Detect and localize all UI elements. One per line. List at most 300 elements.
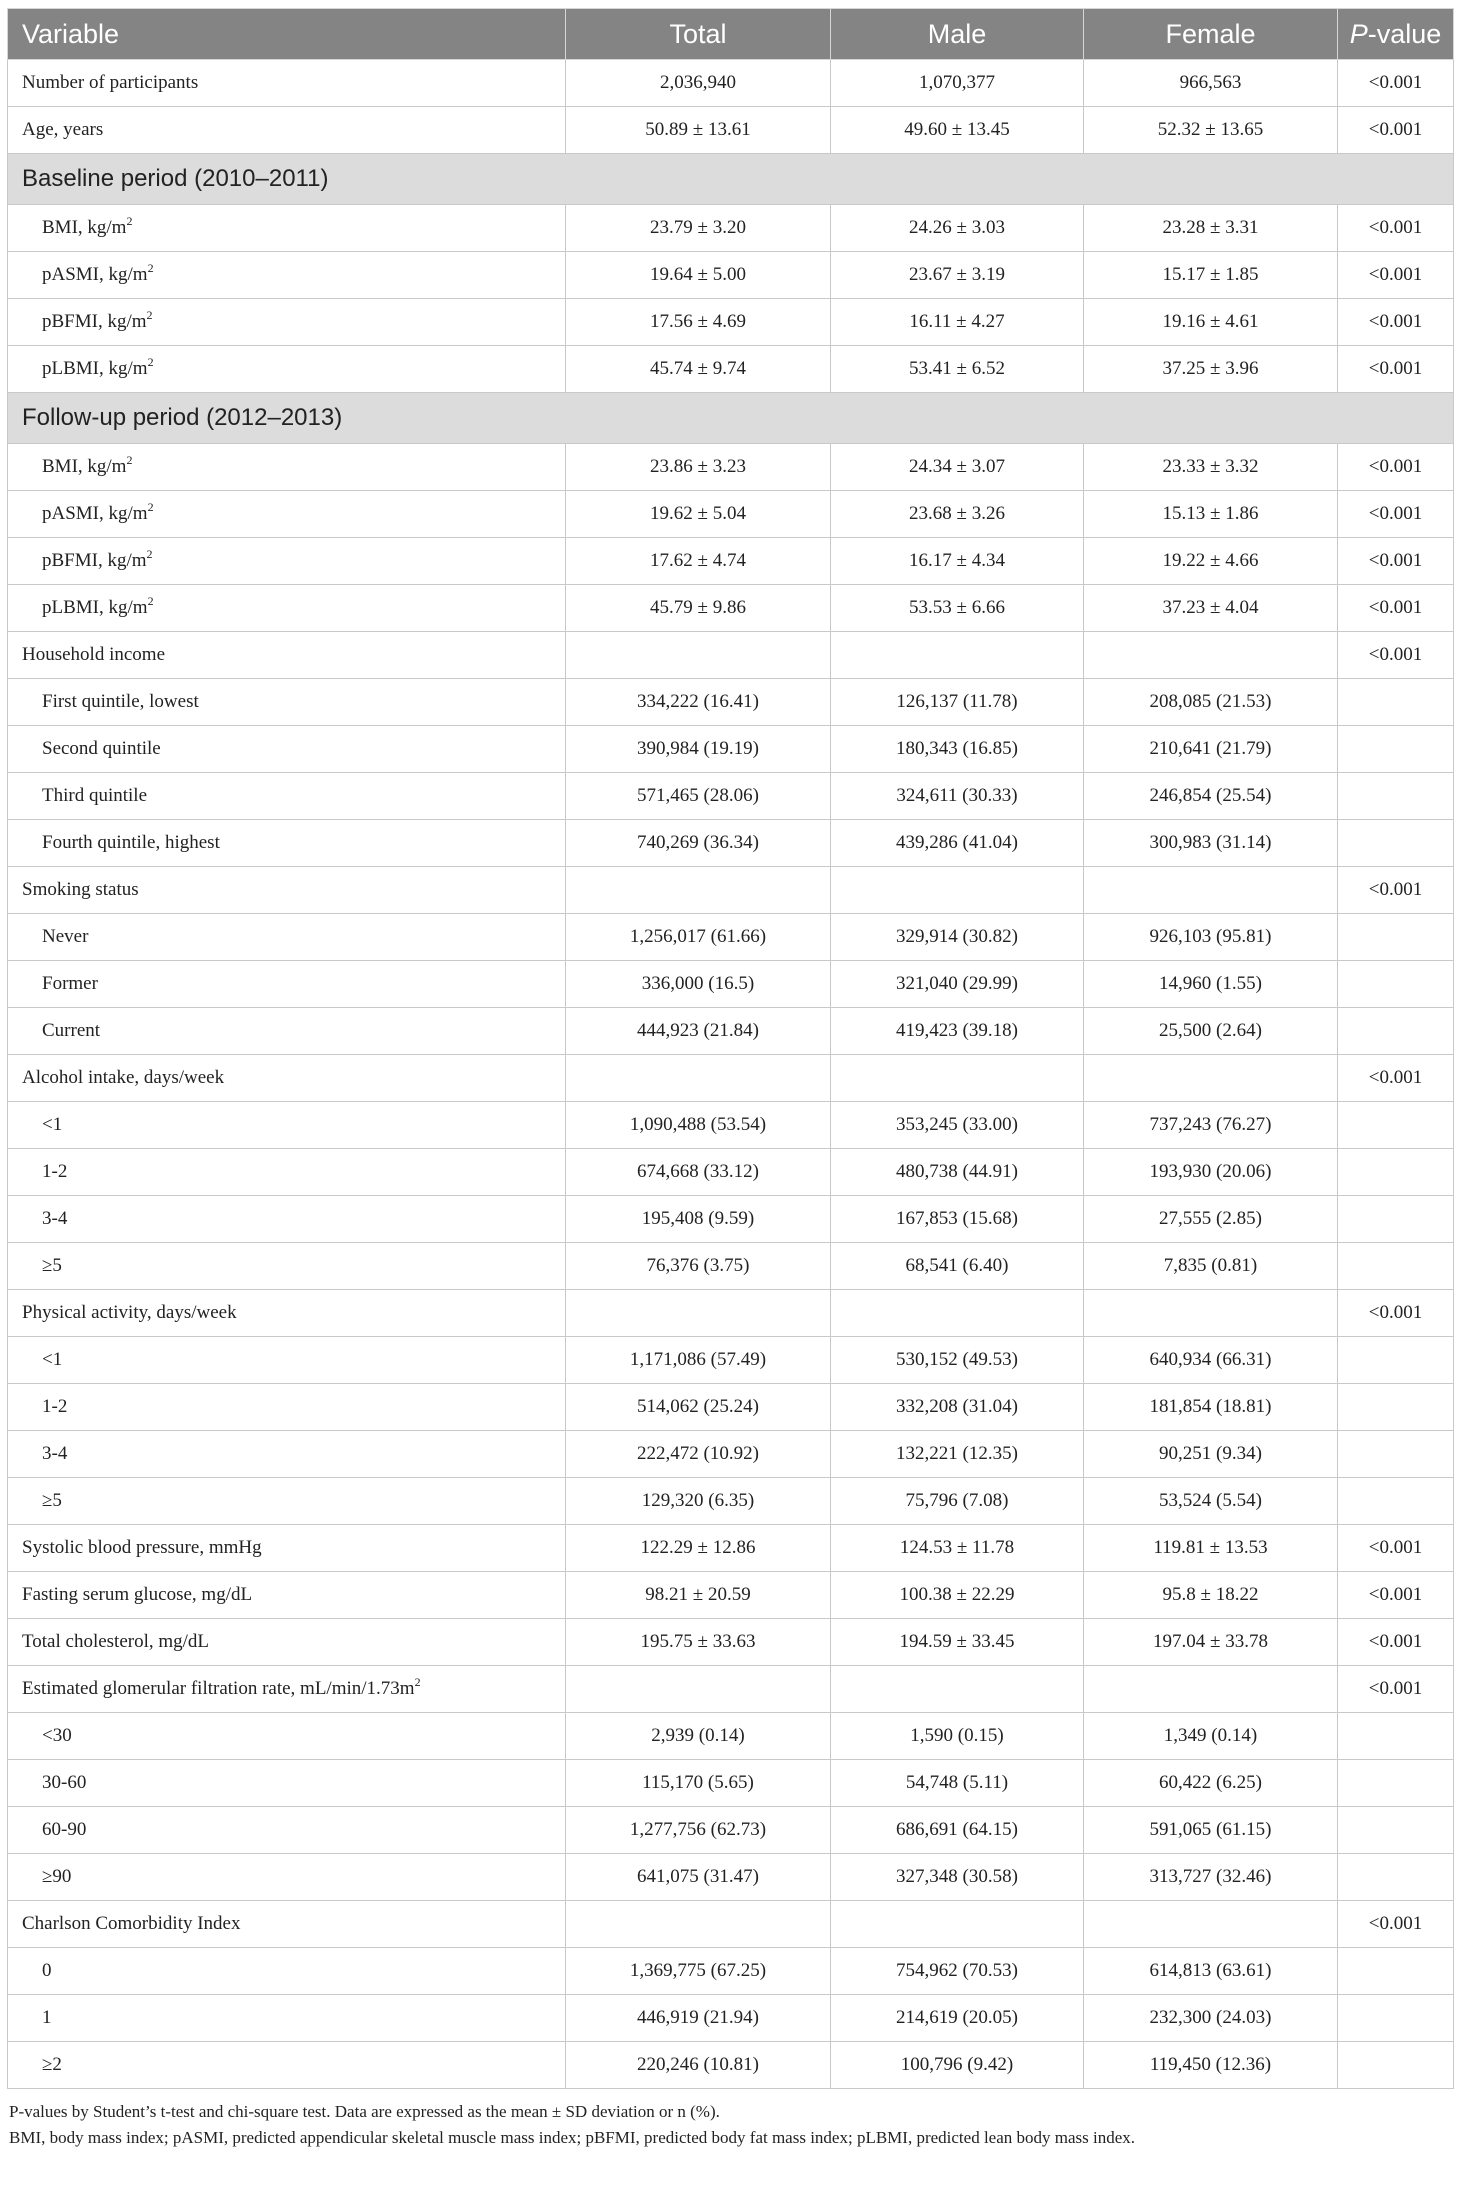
- variable-label: 1-2: [42, 1396, 68, 1417]
- total-cell: [566, 1666, 831, 1713]
- p-value-cell: [1338, 726, 1454, 773]
- female-cell: 53,524 (5.54): [1084, 1478, 1338, 1525]
- unit-exponent: 2: [126, 453, 133, 467]
- total-cell: 2,939 (0.14): [566, 1713, 831, 1760]
- variable-cell: [8, 1619, 566, 1666]
- variable-label: pBFMI, kg/m: [42, 550, 147, 571]
- female-cell: 208,085 (21.53): [1084, 679, 1338, 726]
- total-cell: 641,075 (31.47): [566, 1854, 831, 1901]
- table-row: [8, 1243, 1454, 1290]
- p-value-cell: [1338, 1196, 1454, 1243]
- p-value-cell: <0.001: [1338, 1619, 1454, 1666]
- variable-label: 30-60: [42, 1772, 87, 1793]
- p-value-cell: [1338, 820, 1454, 867]
- variable-cell: [8, 444, 566, 491]
- variable-label: 0: [42, 1960, 52, 1981]
- table-row: [8, 1666, 1454, 1713]
- variable-label: BMI, kg/m: [42, 217, 127, 238]
- table-row: [8, 1196, 1454, 1243]
- variable-label: Fourth quintile, highest: [42, 832, 220, 853]
- characteristics-table: [7, 8, 1454, 2089]
- female-cell: 300,983 (31.14): [1084, 820, 1338, 867]
- header-p-value-text: P: [1349, 18, 1368, 49]
- male-cell: 419,423 (39.18): [831, 1008, 1084, 1055]
- variable-label: ≥5: [42, 1490, 62, 1511]
- p-value-cell: [1338, 1149, 1454, 1196]
- p-value-cell: <0.001: [1338, 60, 1454, 107]
- total-cell: 23.79 ± 3.20: [566, 205, 831, 252]
- female-cell: 966,563: [1084, 60, 1338, 107]
- female-cell: 95.8 ± 18.22: [1084, 1572, 1338, 1619]
- variable-label: <30: [42, 1725, 72, 1746]
- male-cell: 54,748 (5.11): [831, 1760, 1084, 1807]
- male-cell: 332,208 (31.04): [831, 1384, 1084, 1431]
- variable-cell: [8, 1995, 566, 2042]
- p-value-cell: [1338, 1243, 1454, 1290]
- p-value-cell: <0.001: [1338, 252, 1454, 299]
- p-value-cell: <0.001: [1338, 1666, 1454, 1713]
- male-cell: 23.68 ± 3.26: [831, 491, 1084, 538]
- female-cell: 25,500 (2.64): [1084, 1008, 1338, 1055]
- header-male: Male: [831, 9, 1084, 60]
- variable-label: First quintile, lowest: [42, 691, 199, 712]
- variable-cell: [8, 1055, 566, 1102]
- female-cell: 23.33 ± 3.32: [1084, 444, 1338, 491]
- p-value-cell: [1338, 1854, 1454, 1901]
- female-cell: 591,065 (61.15): [1084, 1807, 1338, 1854]
- female-cell: 232,300 (24.03): [1084, 1995, 1338, 2042]
- variable-label: 3-4: [42, 1208, 68, 1229]
- male-cell: 23.67 ± 3.19: [831, 252, 1084, 299]
- p-value-cell: [1338, 1948, 1454, 1995]
- p-value-cell: [1338, 1760, 1454, 1807]
- variable-cell: [8, 1384, 566, 1431]
- variable-cell: [8, 961, 566, 1008]
- table-row: [8, 491, 1454, 538]
- table-row: [8, 2042, 1454, 2089]
- table-row: [8, 60, 1454, 107]
- male-cell: 100.38 ± 22.29: [831, 1572, 1084, 1619]
- table-row: [8, 1384, 1454, 1431]
- total-cell: 1,256,017 (61.66): [566, 914, 831, 961]
- female-cell: 246,854 (25.54): [1084, 773, 1338, 820]
- female-cell: 37.23 ± 4.04: [1084, 585, 1338, 632]
- p-value-cell: <0.001: [1338, 1055, 1454, 1102]
- table-row: [8, 1901, 1454, 1948]
- p-value-cell: [1338, 1807, 1454, 1854]
- unit-exponent: 2: [126, 214, 133, 228]
- unit-exponent: 2: [414, 1675, 421, 1689]
- variable-cell: [8, 538, 566, 585]
- table-row: [8, 867, 1454, 914]
- table-header: [8, 9, 1454, 60]
- total-cell: 17.62 ± 4.74: [566, 538, 831, 585]
- variable-cell: [8, 914, 566, 961]
- variable-cell: [8, 585, 566, 632]
- male-cell: 132,221 (12.35): [831, 1431, 1084, 1478]
- p-value-cell: [1338, 914, 1454, 961]
- table-body: [8, 60, 1454, 2089]
- table-row: [8, 1102, 1454, 1149]
- male-cell: 124.53 ± 11.78: [831, 1525, 1084, 1572]
- variable-label: pASMI, kg/m: [42, 264, 148, 285]
- female-cell: 313,727 (32.46): [1084, 1854, 1338, 1901]
- female-cell: 60,422 (6.25): [1084, 1760, 1338, 1807]
- table-row: [8, 1713, 1454, 1760]
- table-row: [8, 1572, 1454, 1619]
- table-row: [8, 1431, 1454, 1478]
- variable-label: Number of participants: [22, 72, 199, 93]
- variable-cell: [8, 346, 566, 393]
- variable-cell: [8, 205, 566, 252]
- total-cell: 76,376 (3.75): [566, 1243, 831, 1290]
- p-value-cell: [1338, 1713, 1454, 1760]
- footnotes: [7, 2099, 1453, 2151]
- table-row: [8, 773, 1454, 820]
- footnote-statistics: P-values by Student’s t-test and chi-square test. Data are expressed as the mean ± SD deviation or n (%).: [9, 2102, 720, 2121]
- variable-label: Charlson Comorbidity Index: [22, 1913, 241, 1934]
- male-cell: 16.17 ± 4.34: [831, 538, 1084, 585]
- variable-label: Alcohol intake, days/week: [22, 1067, 225, 1088]
- variable-cell: [8, 679, 566, 726]
- unit-exponent: 2: [147, 261, 154, 275]
- variable-cell: [8, 1149, 566, 1196]
- variable-label: pBFMI, kg/m: [42, 311, 147, 332]
- total-cell: [566, 1290, 831, 1337]
- variable-label: Systolic blood pressure, mmHg: [22, 1537, 262, 1558]
- p-value-cell: <0.001: [1338, 538, 1454, 585]
- variable-label: Current: [42, 1020, 101, 1041]
- unit-exponent: 2: [147, 500, 154, 514]
- variable-cell: [8, 867, 566, 914]
- variable-cell: [8, 1290, 566, 1337]
- variable-label: Household income: [22, 644, 166, 665]
- total-cell: 1,369,775 (67.25): [566, 1948, 831, 1995]
- table-row: [8, 205, 1454, 252]
- variable-cell: [8, 1713, 566, 1760]
- variable-label: 60-90: [42, 1819, 87, 1840]
- total-cell: 444,923 (21.84): [566, 1008, 831, 1055]
- variable-label: ≥90: [42, 1866, 72, 1887]
- table-row: [8, 1619, 1454, 1666]
- male-cell: 329,914 (30.82): [831, 914, 1084, 961]
- header-row: [8, 9, 1454, 60]
- p-value-cell: <0.001: [1338, 585, 1454, 632]
- p-value-cell: [1338, 1337, 1454, 1384]
- total-cell: 446,919 (21.94): [566, 1995, 831, 2042]
- table-row: [8, 1995, 1454, 2042]
- total-cell: 115,170 (5.65): [566, 1760, 831, 1807]
- total-cell: 19.64 ± 5.00: [566, 252, 831, 299]
- p-value-cell: [1338, 1431, 1454, 1478]
- variable-label: Second quintile: [42, 738, 161, 759]
- female-cell: 640,934 (66.31): [1084, 1337, 1338, 1384]
- female-cell: 197.04 ± 33.78: [1084, 1619, 1338, 1666]
- total-cell: 674,668 (33.12): [566, 1149, 831, 1196]
- unit-exponent: 2: [146, 547, 153, 561]
- female-cell: 119,450 (12.36): [1084, 2042, 1338, 2089]
- variable-cell: [8, 1243, 566, 1290]
- table-row: [8, 820, 1454, 867]
- total-cell: 98.21 ± 20.59: [566, 1572, 831, 1619]
- male-cell: 49.60 ± 13.45: [831, 107, 1084, 154]
- table-row: [8, 632, 1454, 679]
- female-cell: 52.32 ± 13.65: [1084, 107, 1338, 154]
- male-cell: 180,343 (16.85): [831, 726, 1084, 773]
- total-cell: 129,320 (6.35): [566, 1478, 831, 1525]
- female-cell: 614,813 (63.61): [1084, 1948, 1338, 1995]
- male-cell: 214,619 (20.05): [831, 1995, 1084, 2042]
- male-cell: 75,796 (7.08): [831, 1478, 1084, 1525]
- footnote-abbreviations: BMI, body mass index; pASMI, predicted appendicular skeletal muscle mass index; pBFMI, predicted body fat mass index; pLBMI, predicted lean body mass index.: [9, 2128, 1136, 2147]
- p-value-cell: [1338, 679, 1454, 726]
- variable-label: Estimated glomerular filtration rate, mL/min/1.73m: [22, 1678, 415, 1699]
- table-row: [8, 1478, 1454, 1525]
- header-female: Female: [1084, 9, 1338, 60]
- male-cell: [831, 1055, 1084, 1102]
- total-cell: 222,472 (10.92): [566, 1431, 831, 1478]
- female-cell: 15.17 ± 1.85: [1084, 252, 1338, 299]
- variable-label: <1: [42, 1114, 63, 1135]
- female-cell: 926,103 (95.81): [1084, 914, 1338, 961]
- unit-exponent: 2: [147, 355, 154, 369]
- female-cell: 737,243 (76.27): [1084, 1102, 1338, 1149]
- header-p-value: P-value: [1338, 9, 1454, 60]
- variable-label: ≥2: [42, 2054, 62, 2075]
- total-cell: 122.29 ± 12.86: [566, 1525, 831, 1572]
- total-cell: 23.86 ± 3.23: [566, 444, 831, 491]
- p-value-cell: <0.001: [1338, 632, 1454, 679]
- female-cell: 193,930 (20.06): [1084, 1149, 1338, 1196]
- p-value-cell: [1338, 961, 1454, 1008]
- variable-cell: [8, 60, 566, 107]
- variable-label: Physical activity, days/week: [22, 1302, 237, 1323]
- total-cell: 19.62 ± 5.04: [566, 491, 831, 538]
- total-cell: 334,222 (16.41): [566, 679, 831, 726]
- table-row: [8, 299, 1454, 346]
- variable-label: pLBMI, kg/m: [42, 597, 148, 618]
- male-cell: 126,137 (11.78): [831, 679, 1084, 726]
- variable-cell: [8, 1196, 566, 1243]
- table-container: [7, 8, 1453, 2151]
- male-cell: 754,962 (70.53): [831, 1948, 1084, 1995]
- male-cell: 1,070,377: [831, 60, 1084, 107]
- total-cell: 740,269 (36.34): [566, 820, 831, 867]
- table-row: [8, 726, 1454, 773]
- male-cell: 327,348 (30.58): [831, 1854, 1084, 1901]
- total-cell: 17.56 ± 4.69: [566, 299, 831, 346]
- p-value-cell: [1338, 773, 1454, 820]
- variable-cell: [8, 1337, 566, 1384]
- variable-label: Former: [42, 973, 98, 994]
- total-cell: 514,062 (25.24): [566, 1384, 831, 1431]
- total-cell: 50.89 ± 13.61: [566, 107, 831, 154]
- variable-cell: [8, 1760, 566, 1807]
- total-cell: 390,984 (19.19): [566, 726, 831, 773]
- variable-label: Never: [42, 926, 89, 947]
- male-cell: 353,245 (33.00): [831, 1102, 1084, 1149]
- p-value-cell: [1338, 1478, 1454, 1525]
- variable-label: 1: [42, 2007, 52, 2028]
- female-cell: [1084, 1055, 1338, 1102]
- table-row: [8, 1008, 1454, 1055]
- header-total: Total: [566, 9, 831, 60]
- section-header-row: [8, 154, 1454, 205]
- p-value-cell: <0.001: [1338, 1290, 1454, 1337]
- female-cell: 119.81 ± 13.53: [1084, 1525, 1338, 1572]
- female-cell: 27,555 (2.85): [1084, 1196, 1338, 1243]
- variable-cell: [8, 1102, 566, 1149]
- table-row: [8, 252, 1454, 299]
- male-cell: 24.34 ± 3.07: [831, 444, 1084, 491]
- total-cell: 195,408 (9.59): [566, 1196, 831, 1243]
- table-row: [8, 1337, 1454, 1384]
- section-header-row: [8, 393, 1454, 444]
- variable-cell: [8, 252, 566, 299]
- variable-cell: [8, 1901, 566, 1948]
- p-value-cell: <0.001: [1338, 205, 1454, 252]
- male-cell: 16.11 ± 4.27: [831, 299, 1084, 346]
- table-row: [8, 1525, 1454, 1572]
- p-value-cell: [1338, 1102, 1454, 1149]
- variable-cell: [8, 299, 566, 346]
- variable-cell: [8, 1807, 566, 1854]
- variable-cell: [8, 820, 566, 867]
- p-value-cell: [1338, 1008, 1454, 1055]
- variable-cell: [8, 1525, 566, 1572]
- total-cell: 1,277,756 (62.73): [566, 1807, 831, 1854]
- variable-cell: [8, 726, 566, 773]
- female-cell: 19.22 ± 4.66: [1084, 538, 1338, 585]
- female-cell: [1084, 632, 1338, 679]
- total-cell: [566, 867, 831, 914]
- p-value-cell: <0.001: [1338, 491, 1454, 538]
- table-row: [8, 444, 1454, 491]
- variable-cell: [8, 1666, 566, 1713]
- male-cell: [831, 632, 1084, 679]
- table-row: [8, 585, 1454, 632]
- total-cell: 1,090,488 (53.54): [566, 1102, 831, 1149]
- male-cell: 1,590 (0.15): [831, 1713, 1084, 1760]
- variable-cell: [8, 1854, 566, 1901]
- table-row: [8, 1760, 1454, 1807]
- female-cell: 7,835 (0.81): [1084, 1243, 1338, 1290]
- table-row: [8, 1290, 1454, 1337]
- male-cell: 321,040 (29.99): [831, 961, 1084, 1008]
- female-cell: 181,854 (18.81): [1084, 1384, 1338, 1431]
- section-title: Follow-up period (2012–2013): [8, 393, 1454, 444]
- male-cell: 100,796 (9.42): [831, 2042, 1084, 2089]
- table-row: [8, 346, 1454, 393]
- table-row: [8, 914, 1454, 961]
- p-value-cell: <0.001: [1338, 1901, 1454, 1948]
- total-cell: 336,000 (16.5): [566, 961, 831, 1008]
- total-cell: 45.79 ± 9.86: [566, 585, 831, 632]
- male-cell: [831, 1666, 1084, 1713]
- variable-cell: [8, 1431, 566, 1478]
- variable-label: Third quintile: [42, 785, 148, 806]
- male-cell: 167,853 (15.68): [831, 1196, 1084, 1243]
- variable-label: pLBMI, kg/m: [42, 358, 148, 379]
- total-cell: 1,171,086 (57.49): [566, 1337, 831, 1384]
- female-cell: 90,251 (9.34): [1084, 1431, 1338, 1478]
- p-value-cell: <0.001: [1338, 299, 1454, 346]
- table-row: [8, 107, 1454, 154]
- p-value-cell: <0.001: [1338, 346, 1454, 393]
- female-cell: [1084, 867, 1338, 914]
- female-cell: 1,349 (0.14): [1084, 1713, 1338, 1760]
- variable-cell: [8, 107, 566, 154]
- table-row: [8, 1854, 1454, 1901]
- male-cell: [831, 867, 1084, 914]
- total-cell: [566, 1055, 831, 1102]
- total-cell: 571,465 (28.06): [566, 773, 831, 820]
- variable-label: BMI, kg/m: [42, 456, 127, 477]
- total-cell: [566, 1901, 831, 1948]
- male-cell: 324,611 (30.33): [831, 773, 1084, 820]
- variable-label: Total cholesterol, mg/dL: [22, 1631, 210, 1652]
- table-row: [8, 1948, 1454, 1995]
- variable-cell: [8, 1572, 566, 1619]
- female-cell: 19.16 ± 4.61: [1084, 299, 1338, 346]
- female-cell: 15.13 ± 1.86: [1084, 491, 1338, 538]
- variable-label: Smoking status: [22, 879, 139, 900]
- unit-exponent: 2: [147, 594, 154, 608]
- male-cell: [831, 1901, 1084, 1948]
- total-cell: 220,246 (10.81): [566, 2042, 831, 2089]
- unit-exponent: 2: [146, 308, 153, 322]
- variable-label: Fasting serum glucose, mg/dL: [22, 1584, 253, 1605]
- variable-cell: [8, 491, 566, 538]
- total-cell: 2,036,940: [566, 60, 831, 107]
- female-cell: 23.28 ± 3.31: [1084, 205, 1338, 252]
- male-cell: 480,738 (44.91): [831, 1149, 1084, 1196]
- variable-label: Age, years: [22, 119, 104, 140]
- variable-cell: [8, 1008, 566, 1055]
- female-cell: [1084, 1901, 1338, 1948]
- p-value-cell: <0.001: [1338, 867, 1454, 914]
- male-cell: 24.26 ± 3.03: [831, 205, 1084, 252]
- p-value-cell: [1338, 1995, 1454, 2042]
- variable-cell: [8, 632, 566, 679]
- female-cell: [1084, 1290, 1338, 1337]
- table-row: [8, 961, 1454, 1008]
- p-value-cell: <0.001: [1338, 444, 1454, 491]
- table-row: [8, 679, 1454, 726]
- female-cell: 37.25 ± 3.96: [1084, 346, 1338, 393]
- variable-label: <1: [42, 1349, 63, 1370]
- male-cell: 530,152 (49.53): [831, 1337, 1084, 1384]
- table-row: [8, 1149, 1454, 1196]
- variable-label: pASMI, kg/m: [42, 503, 148, 524]
- male-cell: 53.53 ± 6.66: [831, 585, 1084, 632]
- variable-cell: [8, 1478, 566, 1525]
- male-cell: 439,286 (41.04): [831, 820, 1084, 867]
- table-row: [8, 1807, 1454, 1854]
- male-cell: [831, 1290, 1084, 1337]
- female-cell: 14,960 (1.55): [1084, 961, 1338, 1008]
- female-cell: [1084, 1666, 1338, 1713]
- variable-cell: [8, 773, 566, 820]
- p-value-cell: <0.001: [1338, 107, 1454, 154]
- male-cell: 53.41 ± 6.52: [831, 346, 1084, 393]
- p-value-cell: <0.001: [1338, 1572, 1454, 1619]
- variable-label: 3-4: [42, 1443, 68, 1464]
- variable-cell: [8, 2042, 566, 2089]
- total-cell: 45.74 ± 9.74: [566, 346, 831, 393]
- p-value-cell: [1338, 2042, 1454, 2089]
- variable-cell: [8, 1948, 566, 1995]
